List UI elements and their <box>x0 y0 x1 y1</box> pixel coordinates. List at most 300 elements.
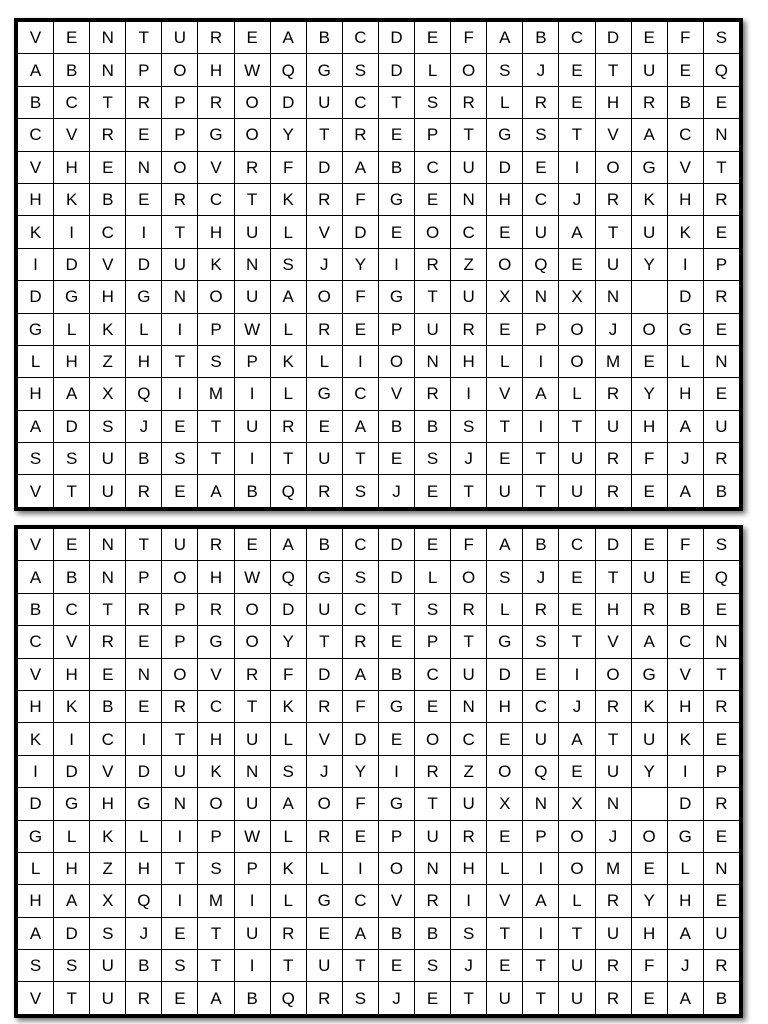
letter-cell[interactable]: U <box>415 313 451 345</box>
letter-cell[interactable]: S <box>54 950 90 982</box>
letter-cell[interactable]: R <box>126 475 162 508</box>
letter-cell[interactable]: D <box>378 561 414 593</box>
letter-cell[interactable]: V <box>18 475 54 508</box>
letter-cell[interactable]: R <box>126 593 162 625</box>
letter-cell[interactable]: Y <box>631 378 667 410</box>
letter-cell[interactable]: U <box>415 820 451 852</box>
letter-cell[interactable]: K <box>90 313 126 345</box>
letter-cell[interactable]: T <box>162 345 198 377</box>
letter-cell[interactable]: P <box>198 313 234 345</box>
letter-cell[interactable]: U <box>162 529 198 561</box>
letter-cell[interactable]: O <box>162 561 198 593</box>
letter-cell[interactable]: Q <box>126 378 162 410</box>
letter-cell[interactable]: E <box>378 443 414 475</box>
letter-cell[interactable]: C <box>90 216 126 248</box>
letter-cell[interactable]: K <box>631 183 667 215</box>
letter-cell[interactable]: E <box>126 690 162 722</box>
letter-cell[interactable]: U <box>487 475 523 508</box>
letter-cell[interactable]: V <box>378 378 414 410</box>
letter-cell[interactable]: F <box>631 443 667 475</box>
letter-cell[interactable]: A <box>270 281 306 313</box>
letter-cell[interactable]: B <box>523 22 559 54</box>
letter-cell[interactable]: T <box>162 723 198 755</box>
letter-cell[interactable]: R <box>451 313 487 345</box>
letter-cell[interactable]: G <box>378 281 414 313</box>
letter-cell[interactable]: R <box>342 119 378 151</box>
letter-cell[interactable]: D <box>487 658 523 690</box>
letter-cell[interactable]: R <box>198 529 234 561</box>
letter-cell[interactable]: G <box>487 119 523 151</box>
letter-cell[interactable]: T <box>198 410 234 442</box>
letter-cell[interactable]: J <box>378 982 414 1015</box>
letter-cell[interactable]: J <box>523 561 559 593</box>
letter-cell[interactable]: L <box>270 216 306 248</box>
letter-cell[interactable]: V <box>595 119 631 151</box>
letter-cell[interactable]: A <box>559 216 595 248</box>
letter-cell[interactable]: J <box>667 950 703 982</box>
letter-cell[interactable]: N <box>595 281 631 313</box>
letter-cell[interactable]: B <box>234 475 270 508</box>
letter-cell[interactable]: J <box>306 248 342 280</box>
letter-cell[interactable]: J <box>523 54 559 86</box>
letter-cell[interactable]: R <box>126 982 162 1015</box>
letter-cell[interactable]: T <box>126 22 162 54</box>
letter-cell[interactable]: E <box>487 313 523 345</box>
letter-cell[interactable]: I <box>126 216 162 248</box>
letter-cell[interactable]: Z <box>90 345 126 377</box>
letter-cell[interactable]: D <box>487 151 523 183</box>
letter-cell[interactable]: H <box>198 723 234 755</box>
letter-cell[interactable]: N <box>90 22 126 54</box>
letter-cell[interactable]: R <box>306 982 342 1015</box>
letter-cell[interactable]: A <box>18 410 54 442</box>
letter-cell[interactable]: B <box>703 475 739 508</box>
letter-cell[interactable]: E <box>162 475 198 508</box>
letter-cell[interactable]: D <box>270 593 306 625</box>
letter-cell[interactable]: K <box>90 820 126 852</box>
letter-cell[interactable]: L <box>126 313 162 345</box>
letter-cell[interactable]: E <box>487 443 523 475</box>
letter-cell[interactable]: R <box>595 982 631 1015</box>
letter-cell[interactable]: S <box>451 410 487 442</box>
letter-cell[interactable]: T <box>198 950 234 982</box>
letter-cell[interactable]: H <box>90 281 126 313</box>
letter-cell[interactable]: N <box>90 561 126 593</box>
letter-cell[interactable]: F <box>342 690 378 722</box>
letter-cell[interactable]: A <box>342 917 378 949</box>
letter-cell[interactable]: T <box>54 982 90 1015</box>
letter-cell[interactable]: H <box>18 885 54 917</box>
letter-cell[interactable]: U <box>162 755 198 787</box>
letter-cell[interactable]: X <box>559 788 595 820</box>
letter-cell[interactable]: D <box>378 22 414 54</box>
letter-cell[interactable]: O <box>451 561 487 593</box>
letter-cell[interactable]: V <box>198 151 234 183</box>
letter-cell[interactable]: I <box>523 345 559 377</box>
letter-cell[interactable]: S <box>451 917 487 949</box>
letter-cell[interactable]: H <box>451 345 487 377</box>
letter-cell[interactable]: E <box>126 626 162 658</box>
letter-cell[interactable]: L <box>270 820 306 852</box>
letter-cell[interactable]: M <box>198 378 234 410</box>
letter-cell[interactable]: T <box>162 852 198 884</box>
letter-cell[interactable]: E <box>631 345 667 377</box>
letter-cell[interactable]: A <box>667 475 703 508</box>
letter-cell[interactable]: R <box>342 626 378 658</box>
letter-cell[interactable]: D <box>18 281 54 313</box>
letter-cell[interactable]: K <box>270 183 306 215</box>
letter-cell[interactable]: D <box>306 658 342 690</box>
letter-cell[interactable]: I <box>54 723 90 755</box>
letter-cell[interactable]: N <box>703 626 739 658</box>
letter-cell[interactable]: H <box>595 593 631 625</box>
letter-cell[interactable]: R <box>703 281 739 313</box>
letter-cell[interactable]: S <box>703 22 739 54</box>
letter-cell[interactable]: O <box>451 54 487 86</box>
letter-cell[interactable]: I <box>451 885 487 917</box>
letter-cell[interactable]: N <box>703 852 739 884</box>
letter-cell[interactable]: J <box>451 443 487 475</box>
letter-cell[interactable]: J <box>595 820 631 852</box>
letter-cell[interactable]: X <box>559 281 595 313</box>
letter-cell[interactable]: R <box>595 690 631 722</box>
letter-cell[interactable] <box>631 788 667 820</box>
letter-cell[interactable]: R <box>270 410 306 442</box>
letter-cell[interactable]: R <box>595 443 631 475</box>
letter-cell[interactable]: L <box>270 885 306 917</box>
letter-cell[interactable]: E <box>162 410 198 442</box>
letter-cell[interactable]: O <box>162 54 198 86</box>
letter-cell[interactable]: V <box>18 982 54 1015</box>
letter-cell[interactable]: U <box>90 443 126 475</box>
letter-cell[interactable]: P <box>415 119 451 151</box>
letter-cell[interactable]: E <box>342 820 378 852</box>
letter-cell[interactable]: J <box>378 475 414 508</box>
letter-cell[interactable]: F <box>270 151 306 183</box>
letter-cell[interactable]: E <box>306 410 342 442</box>
letter-cell[interactable]: Z <box>451 755 487 787</box>
letter-cell[interactable]: P <box>198 820 234 852</box>
letter-cell[interactable]: O <box>306 281 342 313</box>
letter-cell[interactable]: S <box>342 475 378 508</box>
letter-cell[interactable]: A <box>18 561 54 593</box>
letter-cell[interactable]: N <box>90 529 126 561</box>
letter-cell[interactable]: B <box>378 151 414 183</box>
letter-cell[interactable]: R <box>306 313 342 345</box>
letter-cell[interactable]: E <box>90 151 126 183</box>
letter-cell[interactable]: I <box>559 151 595 183</box>
letter-cell[interactable]: I <box>342 345 378 377</box>
letter-cell[interactable]: R <box>595 885 631 917</box>
letter-cell[interactable]: N <box>523 788 559 820</box>
letter-cell[interactable]: E <box>631 529 667 561</box>
letter-cell[interactable]: E <box>703 593 739 625</box>
letter-cell[interactable]: P <box>162 593 198 625</box>
letter-cell[interactable]: W <box>234 313 270 345</box>
letter-cell[interactable]: L <box>559 378 595 410</box>
letter-cell[interactable]: R <box>631 593 667 625</box>
letter-cell[interactable]: Y <box>342 755 378 787</box>
letter-cell[interactable]: L <box>667 852 703 884</box>
letter-cell[interactable]: L <box>415 54 451 86</box>
letter-cell[interactable]: P <box>523 313 559 345</box>
letter-cell[interactable]: U <box>559 475 595 508</box>
letter-cell[interactable]: X <box>487 788 523 820</box>
letter-cell[interactable]: Q <box>523 755 559 787</box>
letter-cell[interactable]: L <box>415 561 451 593</box>
letter-cell[interactable]: B <box>18 86 54 118</box>
letter-cell[interactable]: T <box>162 216 198 248</box>
letter-cell[interactable] <box>631 281 667 313</box>
letter-cell[interactable]: C <box>198 183 234 215</box>
letter-cell[interactable]: F <box>342 788 378 820</box>
letter-cell[interactable]: E <box>487 820 523 852</box>
letter-cell[interactable]: T <box>523 950 559 982</box>
letter-cell[interactable]: T <box>378 86 414 118</box>
letter-cell[interactable]: Q <box>703 561 739 593</box>
letter-cell[interactable]: C <box>342 22 378 54</box>
letter-cell[interactable]: H <box>18 378 54 410</box>
letter-cell[interactable]: H <box>18 690 54 722</box>
letter-cell[interactable]: L <box>667 345 703 377</box>
letter-cell[interactable]: G <box>306 885 342 917</box>
letter-cell[interactable]: T <box>306 119 342 151</box>
letter-cell[interactable]: G <box>487 626 523 658</box>
letter-cell[interactable]: R <box>595 475 631 508</box>
letter-cell[interactable]: D <box>667 788 703 820</box>
letter-cell[interactable]: A <box>487 529 523 561</box>
letter-cell[interactable]: K <box>198 755 234 787</box>
letter-cell[interactable]: A <box>18 917 54 949</box>
letter-cell[interactable]: H <box>54 658 90 690</box>
letter-cell[interactable]: S <box>415 86 451 118</box>
letter-cell[interactable]: A <box>631 119 667 151</box>
letter-cell[interactable]: A <box>667 982 703 1015</box>
letter-cell[interactable]: X <box>90 885 126 917</box>
letter-cell[interactable]: S <box>342 54 378 86</box>
letter-cell[interactable]: U <box>234 216 270 248</box>
letter-cell[interactable]: Q <box>270 561 306 593</box>
letter-cell[interactable]: B <box>90 183 126 215</box>
letter-cell[interactable]: E <box>631 22 667 54</box>
letter-cell[interactable]: A <box>54 885 90 917</box>
letter-cell[interactable]: L <box>487 852 523 884</box>
letter-cell[interactable]: H <box>487 690 523 722</box>
letter-cell[interactable]: T <box>559 119 595 151</box>
letter-cell[interactable]: R <box>451 820 487 852</box>
letter-cell[interactable]: Y <box>631 248 667 280</box>
letter-cell[interactable]: O <box>234 119 270 151</box>
letter-cell[interactable]: O <box>631 820 667 852</box>
letter-cell[interactable]: D <box>306 151 342 183</box>
letter-cell[interactable]: T <box>90 593 126 625</box>
letter-cell[interactable]: T <box>234 690 270 722</box>
letter-cell[interactable]: R <box>306 820 342 852</box>
letter-cell[interactable]: U <box>90 950 126 982</box>
letter-cell[interactable]: R <box>415 885 451 917</box>
letter-cell[interactable]: G <box>198 119 234 151</box>
letter-cell[interactable]: T <box>270 443 306 475</box>
letter-cell[interactable]: T <box>415 788 451 820</box>
letter-cell[interactable]: E <box>415 982 451 1015</box>
letter-cell[interactable]: O <box>487 755 523 787</box>
letter-cell[interactable]: R <box>451 593 487 625</box>
letter-cell[interactable]: A <box>559 723 595 755</box>
letter-cell[interactable]: E <box>559 755 595 787</box>
letter-cell[interactable]: Z <box>451 248 487 280</box>
letter-cell[interactable]: R <box>451 86 487 118</box>
letter-cell[interactable]: C <box>54 593 90 625</box>
letter-cell[interactable]: M <box>198 885 234 917</box>
letter-cell[interactable]: I <box>523 852 559 884</box>
letter-cell[interactable]: D <box>126 755 162 787</box>
letter-cell[interactable]: H <box>667 183 703 215</box>
letter-cell[interactable]: R <box>703 690 739 722</box>
letter-cell[interactable]: I <box>523 917 559 949</box>
letter-cell[interactable]: E <box>342 313 378 345</box>
letter-cell[interactable]: B <box>18 593 54 625</box>
letter-cell[interactable]: Q <box>270 54 306 86</box>
letter-cell[interactable]: S <box>162 443 198 475</box>
letter-cell[interactable]: K <box>667 216 703 248</box>
letter-cell[interactable]: F <box>451 529 487 561</box>
letter-cell[interactable]: L <box>270 378 306 410</box>
letter-cell[interactable]: R <box>631 86 667 118</box>
letter-cell[interactable]: R <box>126 86 162 118</box>
letter-cell[interactable]: J <box>126 410 162 442</box>
letter-cell[interactable]: E <box>162 917 198 949</box>
letter-cell[interactable]: U <box>523 723 559 755</box>
letter-cell[interactable]: R <box>703 183 739 215</box>
letter-cell[interactable]: C <box>90 723 126 755</box>
letter-cell[interactable]: H <box>595 86 631 118</box>
letter-cell[interactable]: N <box>90 54 126 86</box>
letter-cell[interactable]: S <box>523 119 559 151</box>
letter-cell[interactable]: E <box>487 216 523 248</box>
letter-cell[interactable]: R <box>523 593 559 625</box>
letter-cell[interactable]: E <box>415 690 451 722</box>
letter-cell[interactable]: H <box>198 561 234 593</box>
letter-cell[interactable]: D <box>126 248 162 280</box>
letter-cell[interactable]: E <box>703 723 739 755</box>
letter-cell[interactable]: E <box>523 658 559 690</box>
letter-cell[interactable]: O <box>559 852 595 884</box>
letter-cell[interactable]: R <box>703 443 739 475</box>
letter-cell[interactable]: H <box>667 378 703 410</box>
letter-cell[interactable]: V <box>378 885 414 917</box>
letter-cell[interactable]: S <box>415 950 451 982</box>
letter-cell[interactable]: B <box>54 561 90 593</box>
letter-cell[interactable]: H <box>18 183 54 215</box>
letter-cell[interactable]: U <box>703 410 739 442</box>
letter-cell[interactable]: E <box>667 54 703 86</box>
letter-cell[interactable]: R <box>415 378 451 410</box>
letter-cell[interactable]: E <box>126 183 162 215</box>
letter-cell[interactable]: P <box>703 248 739 280</box>
letter-cell[interactable]: U <box>162 22 198 54</box>
letter-cell[interactable]: T <box>487 410 523 442</box>
letter-cell[interactable]: Y <box>342 248 378 280</box>
letter-cell[interactable]: H <box>198 216 234 248</box>
letter-cell[interactable]: E <box>234 22 270 54</box>
letter-cell[interactable]: U <box>487 982 523 1015</box>
letter-cell[interactable]: T <box>451 119 487 151</box>
letter-cell[interactable]: G <box>306 378 342 410</box>
letter-cell[interactable]: U <box>234 788 270 820</box>
letter-cell[interactable]: I <box>523 410 559 442</box>
letter-cell[interactable]: D <box>270 86 306 118</box>
letter-cell[interactable]: O <box>234 626 270 658</box>
letter-cell[interactable]: J <box>451 950 487 982</box>
letter-cell[interactable]: T <box>595 54 631 86</box>
letter-cell[interactable]: E <box>523 151 559 183</box>
letter-cell[interactable]: Q <box>523 248 559 280</box>
letter-cell[interactable]: G <box>54 281 90 313</box>
letter-cell[interactable]: C <box>523 690 559 722</box>
letter-cell[interactable]: R <box>703 788 739 820</box>
letter-cell[interactable]: R <box>523 86 559 118</box>
letter-cell[interactable]: S <box>342 982 378 1015</box>
letter-cell[interactable]: G <box>198 626 234 658</box>
letter-cell[interactable]: N <box>234 755 270 787</box>
letter-cell[interactable]: W <box>234 561 270 593</box>
letter-cell[interactable]: P <box>126 561 162 593</box>
letter-cell[interactable]: T <box>559 917 595 949</box>
letter-cell[interactable]: U <box>234 917 270 949</box>
letter-cell[interactable]: R <box>234 658 270 690</box>
letter-cell[interactable]: O <box>198 788 234 820</box>
letter-cell[interactable]: C <box>451 216 487 248</box>
letter-cell[interactable]: I <box>18 755 54 787</box>
letter-cell[interactable]: C <box>18 626 54 658</box>
letter-cell[interactable]: R <box>415 248 451 280</box>
letter-cell[interactable]: A <box>270 22 306 54</box>
letter-cell[interactable]: T <box>487 917 523 949</box>
letter-cell[interactable]: I <box>667 248 703 280</box>
letter-cell[interactable]: K <box>18 723 54 755</box>
letter-cell[interactable]: S <box>415 593 451 625</box>
letter-cell[interactable]: A <box>667 410 703 442</box>
letter-cell[interactable]: E <box>415 529 451 561</box>
letter-cell[interactable]: O <box>595 151 631 183</box>
letter-cell[interactable]: D <box>595 529 631 561</box>
letter-cell[interactable]: G <box>126 281 162 313</box>
letter-cell[interactable]: B <box>378 658 414 690</box>
letter-cell[interactable]: I <box>234 378 270 410</box>
letter-cell[interactable]: U <box>631 216 667 248</box>
letter-cell[interactable]: O <box>415 723 451 755</box>
letter-cell[interactable]: H <box>487 183 523 215</box>
letter-cell[interactable]: T <box>523 443 559 475</box>
letter-cell[interactable]: H <box>54 852 90 884</box>
letter-cell[interactable]: T <box>703 151 739 183</box>
letter-cell[interactable]: T <box>595 723 631 755</box>
letter-cell[interactable]: G <box>667 820 703 852</box>
letter-cell[interactable]: P <box>234 852 270 884</box>
letter-cell[interactable]: G <box>306 54 342 86</box>
letter-cell[interactable]: B <box>54 54 90 86</box>
letter-cell[interactable]: O <box>487 248 523 280</box>
letter-cell[interactable]: O <box>162 658 198 690</box>
letter-cell[interactable]: V <box>18 529 54 561</box>
letter-cell[interactable]: N <box>703 345 739 377</box>
letter-cell[interactable]: R <box>198 22 234 54</box>
letter-cell[interactable]: Q <box>126 885 162 917</box>
letter-cell[interactable]: T <box>198 443 234 475</box>
letter-cell[interactable]: B <box>667 86 703 118</box>
letter-cell[interactable]: A <box>631 626 667 658</box>
letter-cell[interactable]: U <box>451 788 487 820</box>
